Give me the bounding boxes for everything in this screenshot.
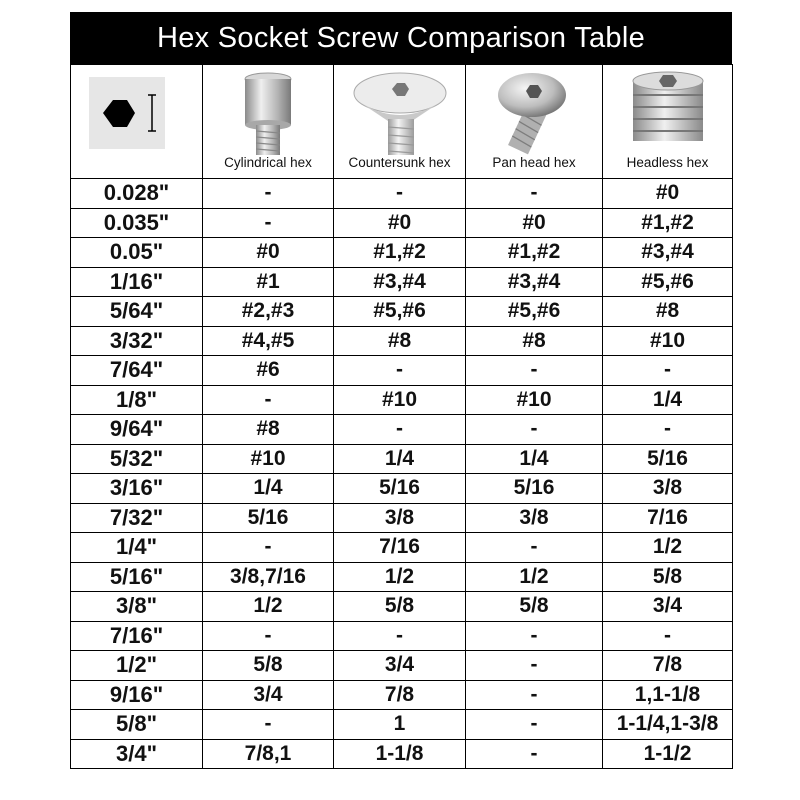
- size-cell: 3/4": [71, 739, 203, 769]
- countersunk-cell: 3/8: [334, 503, 466, 533]
- pan-head-cell: #1,#2: [466, 238, 603, 268]
- size-cell: 9/64": [71, 415, 203, 445]
- countersunk-cell: 7/16: [334, 533, 466, 563]
- cylindrical-cell: #1: [203, 267, 334, 297]
- countersunk-cell: 1: [334, 710, 466, 740]
- size-cell: 3/16": [71, 474, 203, 504]
- countersunk-hex-header: [334, 65, 466, 179]
- table-row: [71, 415, 733, 445]
- pan-head-cell: -: [466, 680, 603, 710]
- countersunk-cell: 3/4: [334, 651, 466, 681]
- countersunk-cell: -: [334, 179, 466, 209]
- cylindrical-hex-screw-photo: [228, 69, 308, 157]
- pan-head-cell: 3/8: [466, 503, 603, 533]
- cylindrical-cell: #6: [203, 356, 334, 386]
- table-row: [71, 267, 733, 297]
- headless-hex-header: [603, 65, 733, 179]
- cylindrical-cell: 5/16: [203, 503, 334, 533]
- headless-cell: 5/16: [603, 444, 733, 474]
- headless-cell: #8: [603, 297, 733, 327]
- headless-cell: -: [603, 356, 733, 386]
- countersunk-cell: 5/16: [334, 474, 466, 504]
- countersunk-cell: #3,#4: [334, 267, 466, 297]
- cylindrical-cell: #0: [203, 238, 334, 268]
- table-row: [71, 562, 733, 592]
- pan-head-cell: -: [466, 621, 603, 651]
- cylindrical-cell: 7/8,1: [203, 739, 334, 769]
- headless-cell: -: [603, 415, 733, 445]
- table-row: [71, 385, 733, 415]
- pan-head-cell: #3,#4: [466, 267, 603, 297]
- countersunk-cell: -: [334, 415, 466, 445]
- headless-cell: #1,#2: [603, 208, 733, 238]
- column-label-headless: Headless hex: [626, 155, 709, 170]
- pan-head-cell: -: [466, 651, 603, 681]
- size-cell: 5/32": [71, 444, 203, 474]
- headless-cell: 7/8: [603, 651, 733, 681]
- cylindrical-cell: -: [203, 533, 334, 563]
- pan-head-cell: 1/4: [466, 444, 603, 474]
- countersunk-cell: #1,#2: [334, 238, 466, 268]
- pan-head-cell: #8: [466, 326, 603, 356]
- table-row: [71, 444, 733, 474]
- pan-head-cell: #5,#6: [466, 297, 603, 327]
- headless-cell: 3/4: [603, 592, 733, 622]
- headless-cell: 7/16: [603, 503, 733, 533]
- size-cell: 0.035": [71, 208, 203, 238]
- pan-head-hex-screw-photo: [484, 69, 584, 157]
- headless-cell: 1/4: [603, 385, 733, 415]
- cylindrical-cell: #2,#3: [203, 297, 334, 327]
- pan-head-cell: 1/2: [466, 562, 603, 592]
- table-row: [71, 297, 733, 327]
- cylindrical-cell: -: [203, 385, 334, 415]
- size-cell: 5/16": [71, 562, 203, 592]
- countersunk-cell: #10: [334, 385, 466, 415]
- headless-cell: 3/8: [603, 474, 733, 504]
- headless-cell: -: [603, 621, 733, 651]
- cylindrical-cell: -: [203, 710, 334, 740]
- size-cell: 7/32": [71, 503, 203, 533]
- pan-head-cell: -: [466, 739, 603, 769]
- pan-head-cell: -: [466, 415, 603, 445]
- header-row: [71, 65, 733, 179]
- size-cell: 3/32": [71, 326, 203, 356]
- size-cell: 1/2": [71, 651, 203, 681]
- table-row: [71, 592, 733, 622]
- table-title: Hex Socket Screw Comparison Table: [70, 12, 732, 64]
- comparison-table: [70, 64, 733, 769]
- table-row: [71, 739, 733, 769]
- column-label-pan-head: Pan head hex: [492, 155, 576, 170]
- table-row: [71, 356, 733, 386]
- table-row: [71, 326, 733, 356]
- table-row: [71, 710, 733, 740]
- cylindrical-cell: #4,#5: [203, 326, 334, 356]
- headless-cell: 1-1/4,1-3/8: [603, 710, 733, 740]
- size-cell: 9/16": [71, 680, 203, 710]
- pan-head-cell: -: [466, 710, 603, 740]
- headless-cell: 1,1-1/8: [603, 680, 733, 710]
- pan-head-cell: -: [466, 179, 603, 209]
- countersunk-cell: 1-1/8: [334, 739, 466, 769]
- countersunk-cell: 7/8: [334, 680, 466, 710]
- countersunk-cell: #8: [334, 326, 466, 356]
- size-cell: 1/4": [71, 533, 203, 563]
- table-row: [71, 503, 733, 533]
- countersunk-cell: #5,#6: [334, 297, 466, 327]
- countersunk-cell: 5/8: [334, 592, 466, 622]
- size-cell: 0.028": [71, 179, 203, 209]
- cylindrical-cell: 1/2: [203, 592, 334, 622]
- headless-cell: 1-1/2: [603, 739, 733, 769]
- size-cell: 5/64": [71, 297, 203, 327]
- cylindrical-cell: 1/4: [203, 474, 334, 504]
- cylindrical-cell: #8: [203, 415, 334, 445]
- hex-key-size-icon: [89, 77, 165, 149]
- size-cell: 7/16": [71, 621, 203, 651]
- cylindrical-cell: -: [203, 208, 334, 238]
- hex-key-header-cell: [71, 65, 203, 179]
- size-cell: 1/16": [71, 267, 203, 297]
- table-row: [71, 651, 733, 681]
- table-row: [71, 179, 733, 209]
- table-row: [71, 533, 733, 563]
- size-cell: 5/8": [71, 710, 203, 740]
- cylindrical-hex-header: [203, 65, 334, 179]
- pan-head-cell: #10: [466, 385, 603, 415]
- countersunk-cell: 1/2: [334, 562, 466, 592]
- column-label-cylindrical: Cylindrical hex: [224, 155, 312, 170]
- cylindrical-cell: -: [203, 621, 334, 651]
- size-cell: 7/64": [71, 356, 203, 386]
- headless-cell: 5/8: [603, 562, 733, 592]
- countersunk-cell: 1/4: [334, 444, 466, 474]
- size-cell: 3/8": [71, 592, 203, 622]
- pan-head-hex-header: [466, 65, 603, 179]
- headless-cell: #0: [603, 179, 733, 209]
- headless-cell: #5,#6: [603, 267, 733, 297]
- countersunk-cell: -: [334, 356, 466, 386]
- headless-cell: 1/2: [603, 533, 733, 563]
- cylindrical-cell: 3/4: [203, 680, 334, 710]
- pan-head-cell: 5/16: [466, 474, 603, 504]
- cylindrical-cell: 3/8,7/16: [203, 562, 334, 592]
- headless-cell: #3,#4: [603, 238, 733, 268]
- table-row: [71, 474, 733, 504]
- pan-head-cell: 5/8: [466, 592, 603, 622]
- table-row: [71, 208, 733, 238]
- cylindrical-cell: -: [203, 179, 334, 209]
- countersunk-hex-screw-photo: [350, 69, 450, 157]
- countersunk-cell: -: [334, 621, 466, 651]
- comparison-sheet: [70, 12, 732, 769]
- countersunk-cell: #0: [334, 208, 466, 238]
- pan-head-cell: -: [466, 356, 603, 386]
- cylindrical-cell: 5/8: [203, 651, 334, 681]
- column-label-countersunk: Countersunk hex: [348, 155, 451, 170]
- size-cell: 1/8": [71, 385, 203, 415]
- table-row: [71, 238, 733, 268]
- cylindrical-cell: #10: [203, 444, 334, 474]
- headless-hex-screw-photo: [623, 69, 713, 157]
- pan-head-cell: -: [466, 533, 603, 563]
- table-row: [71, 621, 733, 651]
- headless-cell: #10: [603, 326, 733, 356]
- size-cell: 0.05": [71, 238, 203, 268]
- pan-head-cell: #0: [466, 208, 603, 238]
- table-row: [71, 680, 733, 710]
